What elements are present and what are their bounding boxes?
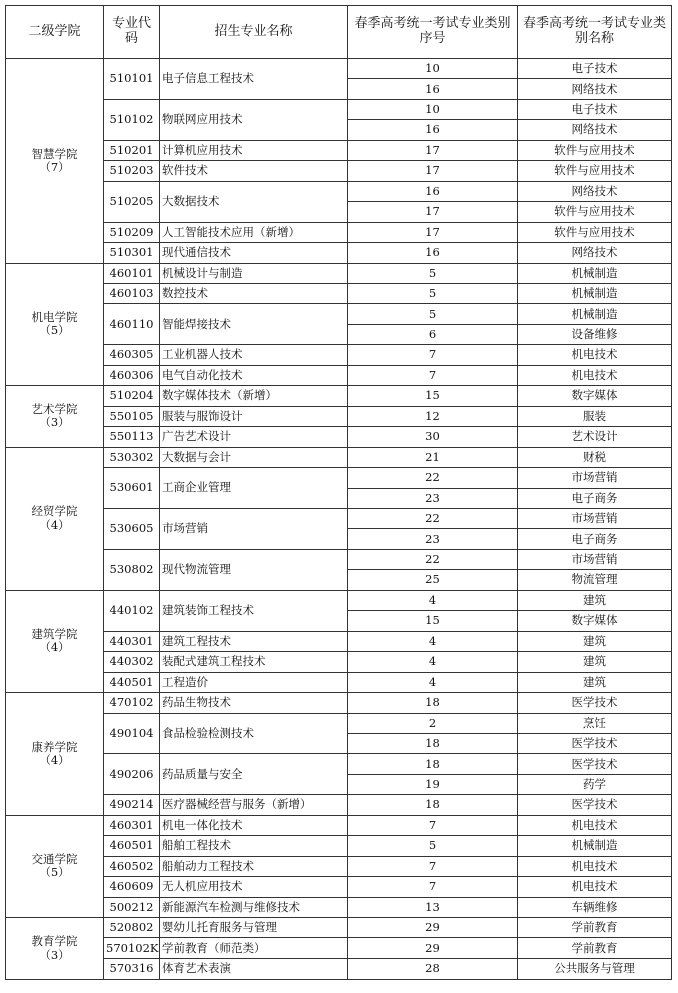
category-name: 医学技术: [518, 754, 672, 774]
major-name: 船舶工程技术: [160, 836, 348, 856]
major-code: 460305: [104, 345, 160, 365]
major-name: 食品检验检测技术: [160, 713, 348, 754]
header-major: 招生专业名称: [160, 6, 348, 59]
table-row: [6, 283, 672, 303]
major-code: 460103: [104, 283, 160, 303]
table-row: [6, 918, 672, 938]
category-number: 28: [348, 958, 518, 979]
category-name: 机电技术: [518, 365, 672, 385]
category-name: 服装: [518, 406, 672, 426]
table-row: [6, 59, 672, 79]
category-name: 市场营销: [518, 468, 672, 488]
major-code: 510204: [104, 386, 160, 406]
major-name: 数控技术: [160, 283, 348, 303]
table-row: [6, 406, 672, 426]
header-college: 二级学院: [6, 6, 104, 59]
table-row: [6, 856, 672, 876]
category-number: 22: [348, 549, 518, 569]
category-name: 烹饪: [518, 713, 672, 733]
major-code: 460101: [104, 263, 160, 283]
college-cell: [6, 59, 104, 264]
college-major-count: （4）: [39, 752, 70, 767]
major-name: 无人机应用技术: [160, 877, 348, 897]
category-name: 建筑: [518, 652, 672, 672]
major-name: 工业机器人技术: [160, 345, 348, 365]
category-number: 21: [348, 447, 518, 467]
category-name: 数字媒体: [518, 611, 672, 631]
category-number: 16: [348, 181, 518, 201]
category-number: 5: [348, 283, 518, 303]
major-code: 530302: [104, 447, 160, 467]
header-row: [6, 6, 672, 59]
category-number: 18: [348, 754, 518, 774]
major-name: 机械设计与制造: [160, 263, 348, 283]
table-row: [6, 652, 672, 672]
major-code: 510209: [104, 222, 160, 242]
category-number: 23: [348, 529, 518, 549]
table-row: [6, 549, 672, 569]
category-number: 17: [348, 222, 518, 242]
college-cell: [6, 815, 104, 917]
table-row: [6, 161, 672, 181]
table-row: [6, 222, 672, 242]
category-name: 软件与应用技术: [518, 222, 672, 242]
table-row: [6, 897, 672, 917]
table-row: [6, 815, 672, 835]
category-name: 医学技术: [518, 795, 672, 815]
major-name: 软件技术: [160, 161, 348, 181]
category-name: 市场营销: [518, 549, 672, 569]
category-number: 7: [348, 856, 518, 876]
category-number: 4: [348, 631, 518, 651]
major-code: 510201: [104, 140, 160, 160]
major-name: 电气自动化技术: [160, 365, 348, 385]
category-number: 25: [348, 570, 518, 590]
table-row: [6, 672, 672, 692]
major-code: 440102: [104, 590, 160, 631]
category-number: 19: [348, 774, 518, 794]
category-name: 网络技术: [518, 243, 672, 263]
table-row: [6, 795, 672, 815]
category-name: 机械制造: [518, 304, 672, 324]
major-name: 智能焊接技术: [160, 304, 348, 345]
category-number: 7: [348, 345, 518, 365]
major-name: 新能源汽车检测与维修技术: [160, 897, 348, 917]
table-row: [6, 693, 672, 713]
category-name: 电子商务: [518, 529, 672, 549]
college-cell: [6, 590, 104, 692]
header-category-name: 春季高考统一考试专业类别名称: [518, 6, 672, 59]
category-number: 30: [348, 427, 518, 447]
table-row: [6, 243, 672, 263]
major-name: 电子信息工程技术: [160, 59, 348, 100]
category-name: 财税: [518, 447, 672, 467]
table-row: [6, 938, 672, 958]
category-number: 18: [348, 693, 518, 713]
category-number: 7: [348, 365, 518, 385]
major-code: 510102: [104, 99, 160, 140]
category-name: 机械制造: [518, 283, 672, 303]
major-name: 学前教育（师范类）: [160, 938, 348, 958]
table-row: [6, 713, 672, 733]
table-row: [6, 836, 672, 856]
category-number: 4: [348, 672, 518, 692]
category-number: 4: [348, 652, 518, 672]
category-name: 机电技术: [518, 345, 672, 365]
major-name: 广告艺术设计: [160, 427, 348, 447]
category-number: 16: [348, 120, 518, 140]
table-row: [6, 365, 672, 385]
category-name: 医学技术: [518, 733, 672, 753]
category-number: 7: [348, 877, 518, 897]
category-number: 18: [348, 795, 518, 815]
major-code: 490104: [104, 713, 160, 754]
major-code: 460306: [104, 365, 160, 385]
table-row: [6, 754, 672, 774]
category-number: 22: [348, 508, 518, 528]
major-code: 530802: [104, 549, 160, 590]
major-code: 570102K: [104, 938, 160, 958]
category-number: 5: [348, 836, 518, 856]
major-code: 510301: [104, 243, 160, 263]
category-name: 网络技术: [518, 120, 672, 140]
table-row: [6, 386, 672, 406]
major-name: 药品生物技术: [160, 693, 348, 713]
category-number: 13: [348, 897, 518, 917]
category-name: 软件与应用技术: [518, 202, 672, 222]
major-code: 460301: [104, 815, 160, 835]
category-number: 23: [348, 488, 518, 508]
major-name: 医疗器械经营与服务（新增）: [160, 795, 348, 815]
category-number: 15: [348, 386, 518, 406]
category-number: 5: [348, 263, 518, 283]
category-name: 数字媒体: [518, 386, 672, 406]
major-code: 440501: [104, 672, 160, 692]
college-major-count: （3）: [39, 947, 70, 962]
category-name: 医学技术: [518, 693, 672, 713]
table-row: [6, 877, 672, 897]
category-name: 药学: [518, 774, 672, 794]
college-name: 教育学院: [31, 934, 78, 949]
college-cell: [6, 918, 104, 980]
college-name: 交通学院: [31, 852, 78, 867]
category-number: 16: [348, 243, 518, 263]
category-name: 建筑: [518, 590, 672, 610]
table-row: [6, 140, 672, 160]
college-cell: [6, 263, 104, 386]
major-name: 现代物流管理: [160, 549, 348, 590]
table-row: [6, 345, 672, 365]
major-code: 550105: [104, 406, 160, 426]
table-row: [6, 468, 672, 488]
category-name: 机电技术: [518, 856, 672, 876]
category-number: 10: [348, 59, 518, 79]
college-name: 智慧学院: [31, 146, 78, 161]
category-name: 机械制造: [518, 263, 672, 283]
category-number: 2: [348, 713, 518, 733]
major-code: 440302: [104, 652, 160, 672]
category-number: 17: [348, 202, 518, 222]
major-code: 490214: [104, 795, 160, 815]
category-number: 15: [348, 611, 518, 631]
major-name: 现代通信技术: [160, 243, 348, 263]
category-name: 建筑: [518, 672, 672, 692]
category-number: 17: [348, 161, 518, 181]
major-code: 520802: [104, 918, 160, 938]
major-code: 490206: [104, 754, 160, 795]
major-code: 510203: [104, 161, 160, 181]
major-name: 服装与服饰设计: [160, 406, 348, 426]
major-name: 建筑工程技术: [160, 631, 348, 651]
category-name: 网络技术: [518, 79, 672, 99]
category-name: 电子技术: [518, 99, 672, 119]
major-code: 460501: [104, 836, 160, 856]
major-name: 大数据与会计: [160, 447, 348, 467]
major-name: 计算机应用技术: [160, 140, 348, 160]
major-name: 大数据技术: [160, 181, 348, 222]
college-cell: [6, 447, 104, 590]
category-number: 4: [348, 590, 518, 610]
category-name: 建筑: [518, 631, 672, 651]
college-name: 艺术学院: [31, 402, 78, 417]
major-code: 500212: [104, 897, 160, 917]
category-name: 车辆维修: [518, 897, 672, 917]
college-name: 机电学院: [31, 310, 78, 325]
major-name: 船舶动力工程技术: [160, 856, 348, 876]
table-row: [6, 958, 672, 979]
header-code: 专业代码: [104, 6, 160, 59]
category-name: 软件与应用技术: [518, 140, 672, 160]
college-major-count: （5）: [39, 323, 70, 338]
college-major-count: （5）: [39, 865, 70, 880]
category-name: 软件与应用技术: [518, 161, 672, 181]
table-row: [6, 263, 672, 283]
major-name: 数字媒体技术（新增）: [160, 386, 348, 406]
college-cell: [6, 386, 104, 447]
table-row: [6, 181, 672, 201]
major-name: 婴幼儿托育服务与管理: [160, 918, 348, 938]
major-code: 510205: [104, 181, 160, 222]
category-name: 市场营销: [518, 508, 672, 528]
major-name: 装配式建筑工程技术: [160, 652, 348, 672]
header-category-number: 春季高考统一考试专业类别序号: [348, 6, 518, 59]
major-name: 人工智能技术应用（新增）: [160, 222, 348, 242]
table-body: [6, 59, 672, 980]
category-name: 电子商务: [518, 488, 672, 508]
major-code: 460609: [104, 877, 160, 897]
category-name: 学前教育: [518, 938, 672, 958]
major-code: 510101: [104, 59, 160, 100]
major-name: 工商企业管理: [160, 468, 348, 509]
major-code: 460502: [104, 856, 160, 876]
category-number: 22: [348, 468, 518, 488]
major-name: 体育艺术表演: [160, 958, 348, 979]
major-code: 550113: [104, 427, 160, 447]
table-row: [6, 447, 672, 467]
college-cell: [6, 693, 104, 816]
category-number: 29: [348, 938, 518, 958]
category-name: 网络技术: [518, 181, 672, 201]
category-name: 设备维修: [518, 324, 672, 344]
major-name: 药品质量与安全: [160, 754, 348, 795]
category-number: 18: [348, 733, 518, 753]
table-row: [6, 508, 672, 528]
category-number: 16: [348, 79, 518, 99]
major-name: 机电一体化技术: [160, 815, 348, 835]
category-number: 6: [348, 324, 518, 344]
table-row: [6, 99, 672, 119]
major-code: 440301: [104, 631, 160, 651]
college-major-count: （4）: [39, 517, 70, 532]
table-row: [6, 590, 672, 610]
college-name: 建筑学院: [31, 627, 78, 642]
college-major-count: （7）: [39, 159, 70, 174]
category-name: 机电技术: [518, 877, 672, 897]
category-name: 机械制造: [518, 836, 672, 856]
college-major-count: （4）: [39, 640, 70, 655]
major-name: 建筑装饰工程技术: [160, 590, 348, 631]
category-number: 5: [348, 304, 518, 324]
category-number: 29: [348, 918, 518, 938]
table-row: [6, 304, 672, 324]
table-row: [6, 631, 672, 651]
category-name: 艺术设计: [518, 427, 672, 447]
major-code: 530605: [104, 508, 160, 549]
major-code: 530601: [104, 468, 160, 509]
table-row: [6, 427, 672, 447]
category-number: 7: [348, 815, 518, 835]
category-name: 机电技术: [518, 815, 672, 835]
major-name: 市场营销: [160, 508, 348, 549]
college-name: 康养学院: [31, 739, 78, 754]
major-name: 工程造价: [160, 672, 348, 692]
enrollment-table: [5, 5, 672, 980]
major-code: 570316: [104, 958, 160, 979]
major-name: 物联网应用技术: [160, 99, 348, 140]
college-name: 经贸学院: [31, 504, 78, 519]
category-name: 公共服务与管理: [518, 958, 672, 979]
category-name: 电子技术: [518, 59, 672, 79]
category-number: 12: [348, 406, 518, 426]
category-name: 学前教育: [518, 918, 672, 938]
college-major-count: （3）: [39, 415, 70, 430]
category-name: 物流管理: [518, 570, 672, 590]
major-code: 470102: [104, 693, 160, 713]
major-code: 460110: [104, 304, 160, 345]
category-number: 10: [348, 99, 518, 119]
category-number: 17: [348, 140, 518, 160]
